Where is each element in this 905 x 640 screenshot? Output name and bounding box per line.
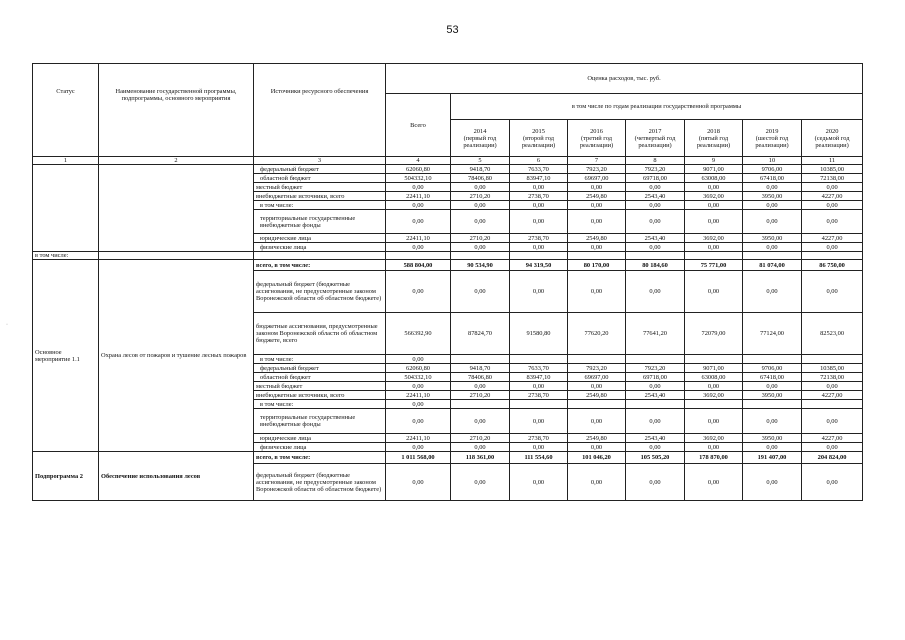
year-number: 2015 bbox=[532, 127, 545, 135]
amount-cell bbox=[743, 252, 802, 260]
amount-cell: 0,00 bbox=[743, 243, 802, 252]
source-label: в том числе: bbox=[254, 400, 386, 409]
amount-cell: 0,00 bbox=[386, 400, 451, 409]
column-index: 5 bbox=[451, 157, 510, 165]
amount-cell: 566392,90 bbox=[386, 313, 451, 355]
header-year-2014 bbox=[451, 120, 510, 157]
amount-cell: 0,00 bbox=[386, 201, 451, 210]
amount-cell: 69718,00 bbox=[626, 373, 685, 382]
year-number: 2016 bbox=[590, 127, 603, 135]
amount-cell: 0,00 bbox=[743, 409, 802, 434]
name-cell: Охрана лесов от пожаров и тушение лесных пожаров bbox=[99, 260, 254, 452]
resource-table bbox=[32, 63, 863, 501]
amount-cell: 0,00 bbox=[451, 183, 510, 192]
amount-cell: 10385,00 bbox=[802, 165, 863, 174]
header-name: Наименование государственной программы, подпрограммы, основного мероприятия bbox=[99, 64, 254, 157]
amount-cell: 0,00 bbox=[510, 183, 568, 192]
amount-cell: 2543,40 bbox=[626, 434, 685, 443]
amount-cell: 78406,80 bbox=[451, 373, 510, 382]
amount-cell: 3950,00 bbox=[743, 391, 802, 400]
amount-cell: 0,00 bbox=[510, 243, 568, 252]
amount-cell: 178 870,00 bbox=[685, 452, 743, 464]
amount-cell: 7923,20 bbox=[626, 364, 685, 373]
amount-cell: 2549,80 bbox=[568, 192, 626, 201]
amount-cell: 0,00 bbox=[451, 443, 510, 452]
column-index: 4 bbox=[386, 157, 451, 165]
amount-cell bbox=[386, 252, 451, 260]
source-label: федеральный бюджет (бюджетные ассигнования, не предусмотренные законом Воронежской области об областном бюджете) bbox=[254, 464, 386, 501]
amount-cell: 2710,20 bbox=[451, 192, 510, 201]
amount-cell bbox=[743, 400, 802, 409]
amount-cell: 0,00 bbox=[386, 443, 451, 452]
amount-cell: 0,00 bbox=[510, 210, 568, 234]
amount-cell: 3692,00 bbox=[685, 192, 743, 201]
amount-cell: 0,00 bbox=[685, 443, 743, 452]
column-index: 6 bbox=[510, 157, 568, 165]
amount-cell: 7923,20 bbox=[568, 364, 626, 373]
amount-cell: 0,00 bbox=[685, 183, 743, 192]
status-cell: Основное мероприятие 1.1 bbox=[33, 260, 99, 452]
header-status: Статус bbox=[33, 64, 99, 157]
amount-cell: 7923,20 bbox=[568, 165, 626, 174]
amount-cell: 9418,70 bbox=[451, 165, 510, 174]
source-label: внебюджетные источники, всего bbox=[254, 391, 386, 400]
amount-cell: 0,00 bbox=[626, 382, 685, 391]
amount-cell: 0,00 bbox=[386, 409, 451, 434]
amount-cell: 4227,00 bbox=[802, 192, 863, 201]
source-label: всего, в том числе: bbox=[254, 260, 386, 271]
header-year-2017 bbox=[626, 120, 685, 157]
amount-cell: 0,00 bbox=[626, 243, 685, 252]
amount-cell: 22411,10 bbox=[386, 434, 451, 443]
source-label: внебюджетные источники, всего bbox=[254, 192, 386, 201]
source-label: территориальные государственные внебюджетные фонды bbox=[254, 409, 386, 434]
amount-cell: 82523,00 bbox=[802, 313, 863, 355]
amount-cell: 7633,70 bbox=[510, 165, 568, 174]
amount-cell: 0,00 bbox=[386, 243, 451, 252]
year-number: 2014 bbox=[473, 127, 487, 135]
amount-cell bbox=[568, 252, 626, 260]
source-label: местный бюджет bbox=[254, 382, 386, 391]
amount-cell bbox=[802, 252, 863, 260]
amount-cell: 0,00 bbox=[568, 183, 626, 192]
amount-cell: 2710,20 bbox=[451, 434, 510, 443]
amount-cell: 86 750,00 bbox=[802, 260, 863, 271]
amount-cell: 0,00 bbox=[451, 409, 510, 434]
amount-cell: 0,00 bbox=[626, 210, 685, 234]
amount-cell: 0,00 bbox=[386, 210, 451, 234]
table-row bbox=[33, 165, 863, 174]
amount-cell: 62060,80 bbox=[386, 165, 451, 174]
year-ordinal-label: (первый год реализации) bbox=[463, 134, 497, 149]
source-label: территориальные государственные внебюджетные фонды bbox=[254, 210, 386, 234]
amount-cell: 9706,00 bbox=[743, 165, 802, 174]
amount-cell: 0,00 bbox=[685, 464, 743, 501]
amount-cell: 0,00 bbox=[802, 243, 863, 252]
source-label: местный бюджет bbox=[254, 183, 386, 192]
column-index: 9 bbox=[685, 157, 743, 165]
amount-cell: 0,00 bbox=[386, 355, 451, 364]
amount-cell: 2549,80 bbox=[568, 391, 626, 400]
amount-cell bbox=[626, 400, 685, 409]
source-label: федеральный бюджет bbox=[254, 364, 386, 373]
amount-cell: 83947,10 bbox=[510, 373, 568, 382]
amount-cell: 9418,70 bbox=[451, 364, 510, 373]
amount-cell: 67418,00 bbox=[743, 373, 802, 382]
source-label: в том числе: bbox=[254, 355, 386, 364]
amount-cell: 105 505,20 bbox=[626, 452, 685, 464]
amount-cell: 3950,00 bbox=[743, 192, 802, 201]
source-label: в том числе: bbox=[254, 201, 386, 210]
amount-cell: 0,00 bbox=[386, 183, 451, 192]
year-number: 2020 bbox=[825, 127, 839, 135]
name-cell: Обеспечение использования лесов bbox=[99, 452, 254, 501]
amount-cell: 0,00 bbox=[510, 271, 568, 313]
year-ordinal-label: (седьмой год реализации) bbox=[814, 134, 850, 149]
amount-cell: 0,00 bbox=[510, 443, 568, 452]
amount-cell: 2738,70 bbox=[510, 434, 568, 443]
column-index: 10 bbox=[743, 157, 802, 165]
amount-cell: 2549,80 bbox=[568, 434, 626, 443]
amount-cell: 3692,00 bbox=[685, 391, 743, 400]
year-ordinal-label: (четвертый год реализации) bbox=[634, 134, 676, 149]
amount-cell: 0,00 bbox=[685, 409, 743, 434]
amount-cell: 9706,00 bbox=[743, 364, 802, 373]
amount-cell: 63008,00 bbox=[685, 174, 743, 183]
amount-cell: 0,00 bbox=[626, 271, 685, 313]
column-index: 8 bbox=[626, 157, 685, 165]
source-label: федеральный бюджет bbox=[254, 165, 386, 174]
year-ordinal-label: (шестой год реализации) bbox=[755, 134, 789, 149]
amount-cell: 2543,40 bbox=[626, 234, 685, 243]
year-ordinal-label: (второй год реализации) bbox=[521, 134, 556, 149]
source-label: всего, в том числе: bbox=[254, 452, 386, 464]
amount-cell: 10385,00 bbox=[802, 364, 863, 373]
amount-cell: 0,00 bbox=[685, 201, 743, 210]
amount-cell: 0,00 bbox=[568, 409, 626, 434]
header-year-2020 bbox=[802, 120, 863, 157]
table-row bbox=[33, 260, 863, 271]
amount-cell: 504332,10 bbox=[386, 174, 451, 183]
amount-cell: 22411,10 bbox=[386, 192, 451, 201]
header-year-2016 bbox=[568, 120, 626, 157]
amount-cell: 0,00 bbox=[568, 464, 626, 501]
amount-cell: 2738,70 bbox=[510, 391, 568, 400]
amount-cell bbox=[568, 355, 626, 364]
status-cell bbox=[33, 165, 99, 252]
header-year-2019 bbox=[743, 120, 802, 157]
amount-cell: 4227,00 bbox=[802, 234, 863, 243]
amount-cell: 101 046,20 bbox=[568, 452, 626, 464]
source-label: областной бюджет bbox=[254, 174, 386, 183]
amount-cell: 0,00 bbox=[568, 271, 626, 313]
column-index: 7 bbox=[568, 157, 626, 165]
amount-cell bbox=[685, 355, 743, 364]
amount-cell: 77620,20 bbox=[568, 313, 626, 355]
amount-cell: 2738,70 bbox=[510, 192, 568, 201]
header-total: Всего bbox=[386, 94, 451, 157]
amount-cell: 87824,70 bbox=[451, 313, 510, 355]
amount-cell: 0,00 bbox=[802, 464, 863, 501]
amount-cell: 3692,00 bbox=[685, 434, 743, 443]
amount-cell: 0,00 bbox=[743, 443, 802, 452]
header-year-2015 bbox=[510, 120, 568, 157]
amount-cell: 0,00 bbox=[802, 183, 863, 192]
amount-cell: 91580,80 bbox=[510, 313, 568, 355]
amount-cell: 0,00 bbox=[568, 201, 626, 210]
amount-cell: 4227,00 bbox=[802, 391, 863, 400]
year-ordinal-label: (третий год реализации) bbox=[579, 134, 614, 149]
source-label: физические лица bbox=[254, 443, 386, 452]
amount-cell: 2710,20 bbox=[451, 391, 510, 400]
amount-cell: 0,00 bbox=[802, 210, 863, 234]
amount-cell: 0,00 bbox=[743, 183, 802, 192]
amount-cell: 588 804,00 bbox=[386, 260, 451, 271]
amount-cell: 111 554,60 bbox=[510, 452, 568, 464]
amount-cell: 0,00 bbox=[743, 464, 802, 501]
amount-cell: 78406,80 bbox=[451, 174, 510, 183]
amount-cell: 3692,00 bbox=[685, 234, 743, 243]
amount-cell: 0,00 bbox=[802, 201, 863, 210]
amount-cell: 0,00 bbox=[451, 382, 510, 391]
amount-cell: 0,00 bbox=[451, 464, 510, 501]
year-ordinal-label: (пятый год реализации) bbox=[696, 134, 731, 149]
amount-cell: 2738,70 bbox=[510, 234, 568, 243]
amount-cell: 3950,00 bbox=[743, 234, 802, 243]
scan-mark: · bbox=[6, 322, 8, 328]
amount-cell: 0,00 bbox=[386, 382, 451, 391]
amount-cell: 0,00 bbox=[626, 201, 685, 210]
amount-cell: 0,00 bbox=[568, 382, 626, 391]
amount-cell bbox=[685, 252, 743, 260]
name-cell bbox=[99, 252, 254, 260]
amount-cell: 0,00 bbox=[743, 382, 802, 391]
amount-cell: 0,00 bbox=[451, 201, 510, 210]
amount-cell: 83947,10 bbox=[510, 174, 568, 183]
amount-cell bbox=[451, 355, 510, 364]
amount-cell bbox=[510, 355, 568, 364]
source-label bbox=[254, 252, 386, 260]
amount-cell: 0,00 bbox=[802, 271, 863, 313]
column-index: 11 bbox=[802, 157, 863, 165]
amount-cell: 0,00 bbox=[510, 382, 568, 391]
amount-cell: 504332,10 bbox=[386, 373, 451, 382]
amount-cell: 0,00 bbox=[685, 243, 743, 252]
amount-cell: 0,00 bbox=[451, 210, 510, 234]
amount-cell: 4227,00 bbox=[802, 434, 863, 443]
header-including-years: в том числе по годам реализации государственной программы bbox=[451, 94, 863, 120]
amount-cell: 3950,00 bbox=[743, 434, 802, 443]
amount-cell bbox=[685, 400, 743, 409]
amount-cell bbox=[451, 400, 510, 409]
amount-cell: 118 361,00 bbox=[451, 452, 510, 464]
amount-cell bbox=[451, 252, 510, 260]
amount-cell: 2710,20 bbox=[451, 234, 510, 243]
amount-cell: 0,00 bbox=[743, 271, 802, 313]
amount-cell: 0,00 bbox=[743, 201, 802, 210]
amount-cell bbox=[568, 400, 626, 409]
amount-cell: 9071,00 bbox=[685, 364, 743, 373]
source-label: юридические лица bbox=[254, 434, 386, 443]
amount-cell: 0,00 bbox=[802, 409, 863, 434]
amount-cell: 0,00 bbox=[510, 409, 568, 434]
amount-cell: 69697,00 bbox=[568, 174, 626, 183]
amount-cell bbox=[802, 355, 863, 364]
amount-cell bbox=[510, 400, 568, 409]
source-label: областной бюджет bbox=[254, 373, 386, 382]
amount-cell bbox=[626, 252, 685, 260]
amount-cell: 80 184,60 bbox=[626, 260, 685, 271]
amount-cell: 7923,20 bbox=[626, 165, 685, 174]
amount-cell: 0,00 bbox=[802, 443, 863, 452]
year-number: 2017 bbox=[648, 127, 662, 135]
source-label: юридические лица bbox=[254, 234, 386, 243]
amount-cell: 0,00 bbox=[451, 271, 510, 313]
amount-cell: 9071,00 bbox=[685, 165, 743, 174]
amount-cell: 0,00 bbox=[685, 210, 743, 234]
amount-cell: 77124,00 bbox=[743, 313, 802, 355]
amount-cell: 0,00 bbox=[386, 271, 451, 313]
amount-cell: 0,00 bbox=[626, 443, 685, 452]
year-number: 2019 bbox=[765, 127, 779, 135]
source-label: федеральный бюджет (бюджетные ассигнования, не предусмотренные законом Воронежской области об областном бюджете) bbox=[254, 271, 386, 313]
amount-cell bbox=[626, 355, 685, 364]
amount-cell: 63008,00 bbox=[685, 373, 743, 382]
amount-cell: 77641,20 bbox=[626, 313, 685, 355]
including-label: в том числе: bbox=[33, 252, 99, 260]
column-index: 3 bbox=[254, 157, 386, 165]
amount-cell: 69718,00 bbox=[626, 174, 685, 183]
amount-cell: 67418,00 bbox=[743, 174, 802, 183]
amount-cell: 72138,00 bbox=[802, 174, 863, 183]
amount-cell: 0,00 bbox=[451, 243, 510, 252]
amount-cell: 62060,80 bbox=[386, 364, 451, 373]
amount-cell: 0,00 bbox=[626, 464, 685, 501]
amount-cell: 22411,10 bbox=[386, 234, 451, 243]
table-body bbox=[33, 64, 863, 501]
source-label: бюджетные ассигнования, предусмотренные законом Воронежской области об областном бюджете, всего bbox=[254, 313, 386, 355]
status-cell: Подпрограмма 2 bbox=[33, 452, 99, 501]
column-index: 2 bbox=[99, 157, 254, 165]
amount-cell: 0,00 bbox=[568, 443, 626, 452]
amount-cell: 22411,10 bbox=[386, 391, 451, 400]
amount-cell: 69697,00 bbox=[568, 373, 626, 382]
source-label: физические лица bbox=[254, 243, 386, 252]
column-index: 1 bbox=[33, 157, 99, 165]
header-year-2018 bbox=[685, 120, 743, 157]
header-sources: Источники ресурсного обеспечения bbox=[254, 64, 386, 157]
amount-cell: 80 170,00 bbox=[568, 260, 626, 271]
amount-cell: 81 074,00 bbox=[743, 260, 802, 271]
amount-cell: 0,00 bbox=[510, 464, 568, 501]
amount-cell: 2543,40 bbox=[626, 192, 685, 201]
including-row bbox=[33, 252, 863, 260]
table-row bbox=[33, 452, 863, 464]
amount-cell: 7633,70 bbox=[510, 364, 568, 373]
amount-cell: 204 824,00 bbox=[802, 452, 863, 464]
amount-cell: 0,00 bbox=[626, 409, 685, 434]
amount-cell: 2543,40 bbox=[626, 391, 685, 400]
amount-cell: 0,00 bbox=[685, 271, 743, 313]
amount-cell: 0,00 bbox=[568, 210, 626, 234]
amount-cell: 0,00 bbox=[568, 243, 626, 252]
amount-cell: 90 534,90 bbox=[451, 260, 510, 271]
amount-cell: 75 771,00 bbox=[685, 260, 743, 271]
amount-cell: 0,00 bbox=[802, 382, 863, 391]
amount-cell: 0,00 bbox=[386, 464, 451, 501]
year-number: 2018 bbox=[707, 127, 720, 135]
amount-cell: 0,00 bbox=[626, 183, 685, 192]
amount-cell: 94 319,50 bbox=[510, 260, 568, 271]
amount-cell: 72079,00 bbox=[685, 313, 743, 355]
amount-cell: 0,00 bbox=[743, 210, 802, 234]
amount-cell: 191 407,00 bbox=[743, 452, 802, 464]
amount-cell bbox=[743, 355, 802, 364]
amount-cell bbox=[802, 400, 863, 409]
name-cell bbox=[99, 165, 254, 252]
amount-cell: 1 011 568,00 bbox=[386, 452, 451, 464]
page-number: 53 bbox=[446, 24, 459, 36]
amount-cell: 2549,80 bbox=[568, 234, 626, 243]
amount-cell: 72138,00 bbox=[802, 373, 863, 382]
amount-cell: 0,00 bbox=[510, 201, 568, 210]
amount-cell bbox=[510, 252, 568, 260]
amount-cell: 0,00 bbox=[685, 382, 743, 391]
header-estimate: Оценка расходов, тыс. руб. bbox=[386, 64, 863, 94]
